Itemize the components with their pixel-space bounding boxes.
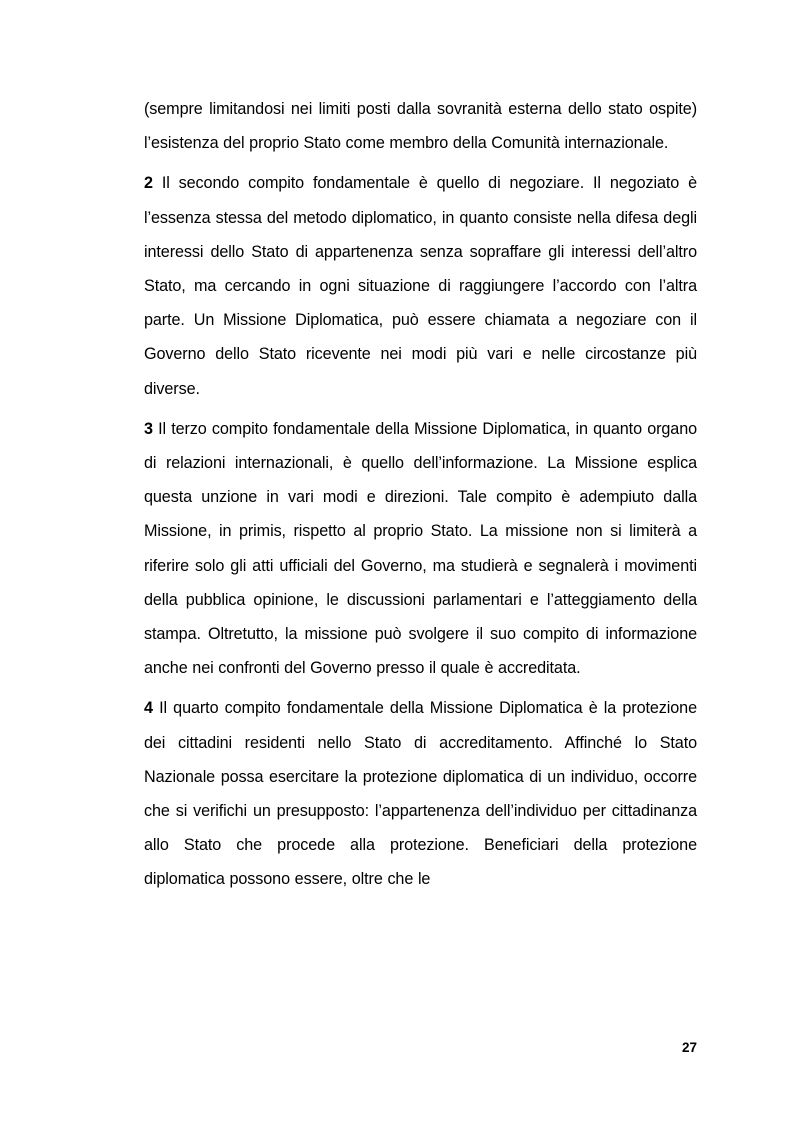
paragraph-item-3 bbox=[144, 412, 697, 686]
body-text bbox=[144, 92, 697, 903]
paragraph-text: Il quarto compito fondamentale della Missione Diplomatica è la protezione dei cittadini residenti nello Stato di accreditamento. Affinché lo Stato Nazionale possa esercitare la protezione diplomatica di un individuo, occorre che si verifichi un presupposto: l’appartenenza dell’individuo per cittadinanza allo Stato che procede alla protezione. Beneficiari della protezione diplomatica possono essere, oltre che le bbox=[144, 699, 697, 889]
paragraph-number: 2 bbox=[144, 174, 153, 193]
paragraph-item-2 bbox=[144, 166, 697, 405]
paragraph-text: (sempre limitandosi nei limiti posti dalla sovranità esterna dello stato ospite) l’esistenza del proprio Stato come membro della Comunità internazionale. bbox=[144, 100, 697, 153]
paragraph-text: Il terzo compito fondamentale della Missione Diplomatica, in quanto organo di relazioni internazionali, è quello dell’informazione. La Missione esplica questa unzione in vari modi e direzioni. Tale compito è adempiuto dalla Missione, in primis, rispetto al proprio Stato. La missione non si limiterà a riferire solo gli atti ufficiali del Governo, ma studierà e segnalerà i movimenti della pubblica opinione, le discussioni parlamentari e l’atteggiamento della stampa. Oltretutto, la missione può svolgere il suo compito di informazione anche nei confronti del Governo presso il quale è accreditata. bbox=[144, 419, 697, 678]
page-number: 27 bbox=[681, 1040, 697, 1055]
paragraph-number: 3 bbox=[144, 419, 153, 438]
paragraph-item-4 bbox=[144, 691, 697, 896]
paragraph-text: Il secondo compito fondamentale è quello di negoziare. Il negoziato è l’essenza stessa del metodo diplomatico, in quanto consiste nella difesa degli interessi dello Stato di appartenenza senza sopraffare gli interessi dell’altro Stato, ma cercando in ogni situazione di raggiungere l’accordo con l’altra parte. Un Missione Diplomatica, può essere chiamata a negoziare con il Governo dello Stato ricevente nei modi più vari e nelle circostanze più diverse. bbox=[144, 174, 697, 398]
paragraph-continuation bbox=[144, 92, 697, 160]
paragraph-number: 4 bbox=[144, 699, 153, 718]
